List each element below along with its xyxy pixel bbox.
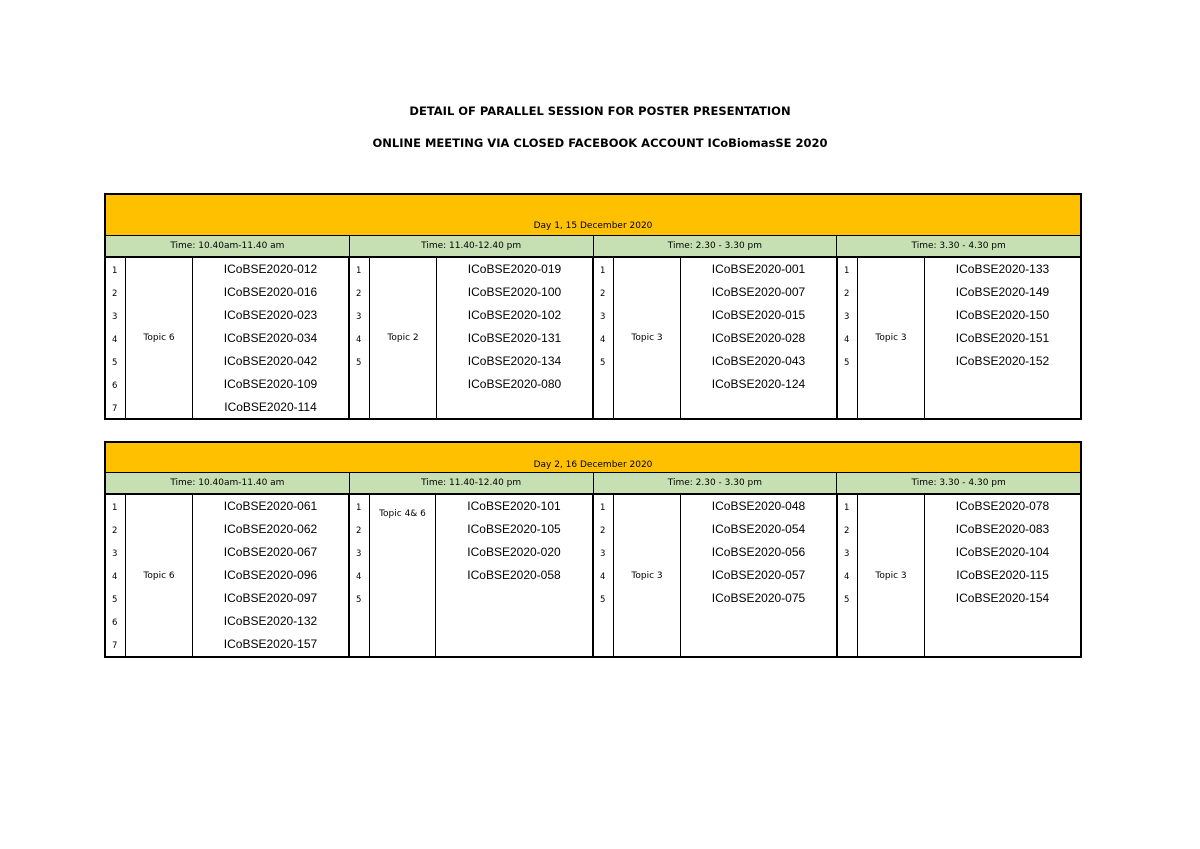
number-column	[106, 258, 126, 418]
row-number: 7	[112, 641, 118, 651]
row-number: 1	[356, 503, 362, 513]
row-number: 2	[844, 289, 850, 299]
paper-code: ICoBSE2020-061	[223, 499, 318, 513]
topic-cell: Topic 6	[126, 258, 193, 418]
paper-code: ICoBSE2020-028	[711, 331, 806, 345]
day-header: Day 2, 16 December 2020	[106, 443, 1080, 473]
row-number: 2	[356, 526, 362, 536]
row-number: 5	[112, 358, 118, 368]
topic-cell: Topic 3	[614, 495, 681, 656]
time-header-row	[106, 473, 1080, 495]
topic-cell: Topic 4& 6	[370, 495, 436, 656]
codes-column	[436, 495, 592, 656]
codes-column	[193, 495, 348, 656]
paper-code: ICoBSE2020-115	[956, 568, 1049, 582]
codes-column	[925, 495, 1080, 656]
paper-code: ICoBSE2020-151	[955, 331, 1050, 345]
paper-code: ICoBSE2020-048	[711, 499, 806, 513]
row-number: 5	[600, 358, 606, 368]
paper-code: ICoBSE2020-020	[467, 545, 561, 559]
session-block	[838, 258, 1080, 418]
row-number: 5	[356, 595, 362, 605]
time-cell: Time: 3.30 - 4.30 pm	[837, 236, 1080, 256]
paper-code: ICoBSE2020-149	[955, 285, 1050, 299]
paper-code: ICoBSE2020-114	[224, 400, 317, 414]
time-cell: Time: 3.30 - 4.30 pm	[837, 473, 1080, 493]
row-number: 4	[356, 335, 362, 345]
codes-column	[681, 258, 836, 418]
session-block	[350, 495, 594, 656]
paper-code: ICoBSE2020-034	[223, 331, 318, 345]
time-cell: Time: 11.40-12.40 pm	[350, 473, 594, 493]
codes-column	[681, 495, 836, 656]
number-column	[350, 258, 370, 418]
paper-code: ICoBSE2020-078	[955, 499, 1050, 513]
topic-cell: Topic 6	[126, 495, 193, 656]
topic-cell: Topic 3	[614, 258, 681, 418]
row-number: 4	[356, 572, 362, 582]
row-number: 4	[844, 572, 850, 582]
row-number: 2	[112, 526, 118, 536]
paper-code: ICoBSE2020-016	[223, 285, 318, 299]
paper-code: ICoBSE2020-058	[467, 568, 561, 582]
row-number: 6	[112, 381, 118, 391]
row-number: 3	[844, 549, 850, 559]
number-column	[106, 495, 126, 656]
codes-column	[925, 258, 1080, 418]
paper-code: ICoBSE2020-001	[711, 262, 806, 276]
time-header-row	[106, 236, 1080, 258]
topic-cell: Topic 3	[858, 258, 925, 418]
row-number: 3	[112, 549, 118, 559]
paper-code: ICoBSE2020-100	[467, 285, 562, 299]
paper-code: ICoBSE2020-057	[711, 568, 806, 582]
session-block	[594, 495, 838, 656]
number-column	[350, 495, 370, 656]
row-number: 4	[600, 335, 606, 345]
paper-code: ICoBSE2020-133	[955, 262, 1050, 276]
row-number: 3	[600, 549, 606, 559]
row-number: 3	[112, 312, 118, 322]
paper-code: ICoBSE2020-042	[223, 354, 318, 368]
topic-cell: Topic 3	[858, 495, 925, 656]
row-number: 3	[844, 312, 850, 322]
row-number: 2	[600, 526, 606, 536]
paper-code: ICoBSE2020-023	[223, 308, 318, 322]
paper-code: ICoBSE2020-043	[711, 354, 806, 368]
session-block	[106, 258, 350, 418]
row-number: 5	[600, 595, 606, 605]
time-cell: Time: 10.40am-11.40 am	[106, 473, 350, 493]
paper-code: ICoBSE2020-150	[955, 308, 1050, 322]
row-number: 5	[844, 358, 850, 368]
number-column	[594, 495, 614, 656]
paper-code: ICoBSE2020-102	[467, 308, 562, 322]
paper-code: ICoBSE2020-097	[223, 591, 318, 605]
row-number: 4	[600, 572, 606, 582]
row-number: 3	[356, 549, 362, 559]
paper-code: ICoBSE2020-012	[223, 262, 318, 276]
row-number: 2	[356, 289, 362, 299]
paper-code: ICoBSE2020-152	[955, 354, 1050, 368]
row-number: 2	[844, 526, 850, 536]
paper-code: ICoBSE2020-075	[711, 591, 806, 605]
paper-code: ICoBSE2020-131	[467, 331, 562, 345]
time-cell: Time: 10.40am-11.40 am	[106, 236, 350, 256]
row-number: 1	[356, 266, 362, 276]
row-number: 4	[112, 572, 118, 582]
paper-code: ICoBSE2020-096	[223, 568, 318, 582]
paper-code: ICoBSE2020-083	[955, 522, 1050, 536]
paper-code: ICoBSE2020-132	[223, 614, 318, 628]
topic-cell: Topic 2	[370, 258, 437, 418]
row-number: 4	[844, 335, 850, 345]
paper-code: ICoBSE2020-054	[711, 522, 806, 536]
paper-code: ICoBSE2020-067	[223, 545, 318, 559]
row-number: 6	[112, 618, 118, 628]
session-block	[106, 495, 350, 656]
row-number: 1	[600, 266, 606, 276]
paper-code: ICoBSE2020-015	[711, 308, 806, 322]
time-cell: Time: 11.40-12.40 pm	[350, 236, 594, 256]
row-number: 5	[844, 595, 850, 605]
day-1-table	[104, 193, 1082, 420]
row-number: 2	[600, 289, 606, 299]
paper-code: ICoBSE2020-104	[955, 545, 1050, 559]
row-number: 1	[844, 503, 850, 513]
row-number: 3	[356, 312, 362, 322]
codes-column	[193, 258, 348, 418]
row-number: 1	[844, 266, 850, 276]
paper-code: ICoBSE2020-019	[467, 262, 562, 276]
number-column	[838, 258, 858, 418]
paper-code: ICoBSE2020-124	[711, 377, 806, 391]
sessions-row	[106, 258, 1080, 418]
row-number: 1	[600, 503, 606, 513]
row-number: 1	[112, 503, 118, 513]
paper-code: ICoBSE2020-056	[711, 545, 806, 559]
paper-code: ICoBSE2020-080	[467, 377, 562, 391]
row-number: 5	[356, 358, 362, 368]
paper-code: ICoBSE2020-109	[223, 377, 318, 391]
codes-column	[437, 258, 592, 418]
row-number: 5	[112, 595, 118, 605]
row-number: 2	[112, 289, 118, 299]
sessions-row	[106, 495, 1080, 656]
document-title: DETAIL OF PARALLEL SESSION FOR POSTER PRESENTATION	[409, 104, 791, 118]
time-cell: Time: 2.30 - 3.30 pm	[594, 236, 838, 256]
paper-code: ICoBSE2020-101	[467, 499, 561, 513]
row-number: 1	[112, 266, 118, 276]
document-subtitle: ONLINE MEETING VIA CLOSED FACEBOOK ACCOUNT ICoBiomasSE 2020	[372, 136, 828, 150]
number-column	[594, 258, 614, 418]
day-header: Day 1, 15 December 2020	[106, 195, 1080, 236]
number-column	[838, 495, 858, 656]
paper-code: ICoBSE2020-105	[467, 522, 561, 536]
time-cell: Time: 2.30 - 3.30 pm	[594, 473, 838, 493]
paper-code: ICoBSE2020-007	[711, 285, 806, 299]
paper-code: ICoBSE2020-062	[223, 522, 318, 536]
paper-code: ICoBSE2020-154	[955, 591, 1050, 605]
session-block	[594, 258, 838, 418]
paper-code: ICoBSE2020-157	[223, 637, 318, 651]
session-block	[838, 495, 1080, 656]
paper-code: ICoBSE2020-134	[467, 354, 562, 368]
session-block	[350, 258, 594, 418]
row-number: 4	[112, 335, 118, 345]
row-number: 7	[112, 404, 118, 414]
row-number: 3	[600, 312, 606, 322]
day-2-table	[104, 441, 1082, 658]
